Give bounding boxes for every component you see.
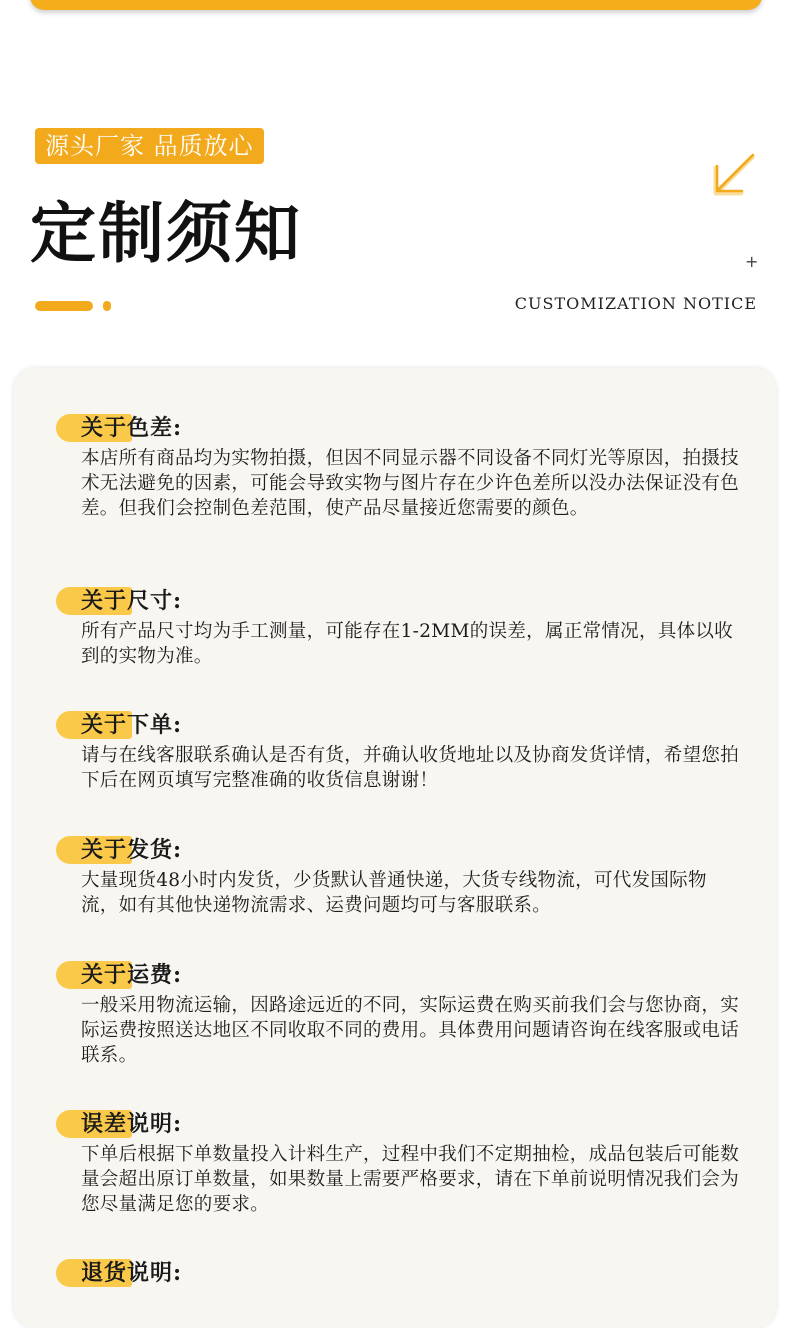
section-title: 关于运费: xyxy=(81,962,183,988)
section-body: 大量现货48小时内发货，少货默认普通快递，大货专线物流，可代发国际物流，如有其他快递物流需求、运费问题均可与客服联系。 xyxy=(81,870,707,916)
section-title: 关于下单: xyxy=(81,712,183,738)
section-heading xyxy=(56,959,736,991)
section-title: 退货说明: xyxy=(81,1260,183,1286)
section-ordering xyxy=(56,709,740,793)
section-body: 请与在线客服联系确认是否有货，并确认收货地址以及协商发货详情，希望您拍下后在网页填写完整准确的收货信息谢谢！ xyxy=(81,745,740,791)
section-body: 一般采用物流运输，因路途远近的不同，实际运费在购买前我们会与您协商，实际运费按照送达地区不同收取不同的费用。具体费用问题请咨询在线客服或电话联系。 xyxy=(81,995,740,1066)
section-title: 误差说明: xyxy=(81,1111,183,1137)
section-heading xyxy=(56,412,736,444)
arrow-down-left-icon xyxy=(708,150,758,198)
section-body: 本店所有商品均为实物拍摄，但因不同显示器不同设备不同灯光等原因，拍摄技术无法避免的因素，可能会导致实物与图片存在少许色差所以没办法保证没有色差。但我们会控制色差范围，使产品尽量接近您需要的颜色。 xyxy=(81,448,740,519)
section-title: 关于发货: xyxy=(81,837,183,863)
section-color-difference xyxy=(56,412,740,521)
section-shipping xyxy=(56,834,736,918)
page-title: 定制须知 xyxy=(30,194,302,272)
section-body: 所有产品尺寸均为手工测量，可能存在1-2MM的误差，属正常情况，具体以收到的实物为准。 xyxy=(81,621,733,667)
page-subtitle: CUSTOMIZATION NOTICE xyxy=(514,294,757,313)
section-heading xyxy=(56,585,736,617)
section-quantity-tolerance xyxy=(56,1108,740,1217)
section-body: 下单后根据下单数量投入计料生产，过程中我们不定期抽检，成品包装后可能数量会超出原订单数量，如果数量上需要严格要求，请在下单前说明情况我们会为您尽量满足您的要求。 xyxy=(81,1144,740,1215)
section-heading xyxy=(56,1257,736,1289)
plus-icon: + xyxy=(745,252,759,271)
section-title: 关于尺寸: xyxy=(81,588,183,614)
tagline-badge: 源头厂家 品质放心 xyxy=(35,128,264,164)
accent-dot xyxy=(103,301,111,311)
section-heading xyxy=(56,1108,736,1140)
section-freight xyxy=(56,959,740,1068)
top-accent-bar xyxy=(30,0,762,10)
section-size xyxy=(56,585,736,669)
section-heading xyxy=(56,834,736,866)
accent-bar xyxy=(35,301,93,311)
section-heading xyxy=(56,709,736,741)
section-title: 关于色差: xyxy=(81,415,183,441)
section-returns xyxy=(56,1257,736,1289)
